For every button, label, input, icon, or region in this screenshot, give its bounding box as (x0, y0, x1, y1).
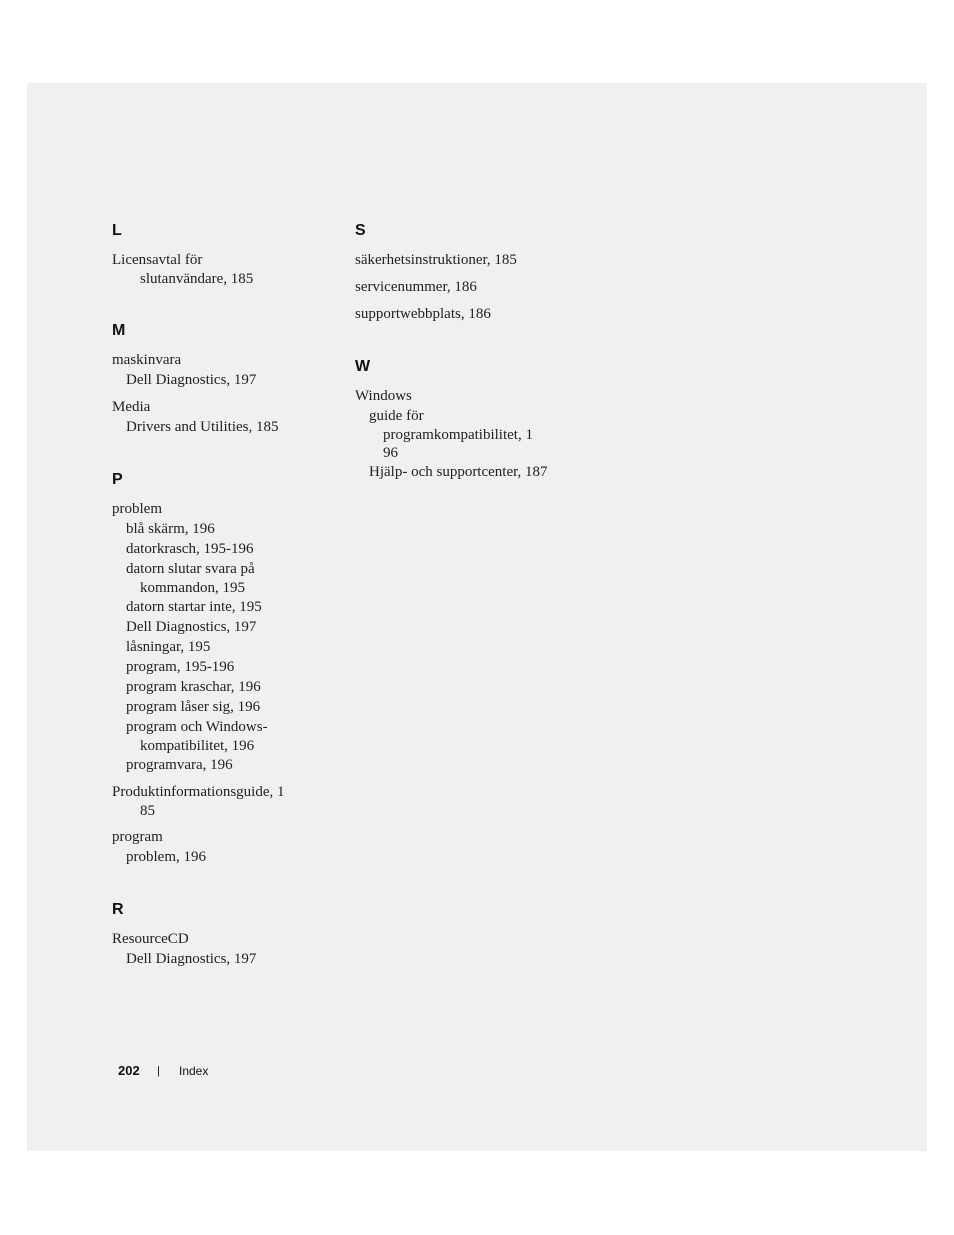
index-term: problem (112, 501, 162, 517)
section-letter: W (355, 358, 371, 375)
index-entry (112, 250, 342, 288)
index-subterm: Drivers and Utilities, 185 (126, 419, 279, 435)
index-term: Windows (355, 388, 412, 404)
index-section-s (355, 221, 585, 324)
index-subterm: datorn startar inte, 195 (126, 599, 262, 615)
index-entry (112, 929, 342, 969)
index-subterm: Dell Diagnostics, 197 (126, 619, 257, 635)
section-letter: P (112, 471, 123, 488)
index-entry (355, 277, 585, 297)
index-subterm: låsningar, 195 (126, 639, 211, 655)
index-subterm: program låser sig, 196 (126, 699, 261, 715)
index-subterm: Dell Diagnostics, 197 (126, 372, 257, 388)
section-letter: M (112, 322, 126, 339)
index-entry (112, 827, 342, 867)
index-subterm: programvara, 196 (126, 757, 233, 773)
index-section-m (112, 321, 342, 437)
index-entry (355, 250, 585, 270)
footer-section-label: Index (179, 1064, 209, 1078)
index-term: säkerhetsinstruktioner, 185 (355, 252, 517, 268)
index-subterm: program och Windows- (126, 719, 268, 735)
index-subterm: datorn slutar svara på (126, 561, 255, 577)
index-column-left (112, 221, 342, 969)
index-term: Licensavtal för (112, 252, 203, 268)
index-subterm-continuation: kommandon, 195 (140, 580, 245, 596)
index-term: program (112, 829, 163, 845)
index-subterm: blå skärm, 196 (126, 521, 215, 537)
index-term: Media (112, 399, 151, 415)
index-entry (112, 782, 342, 820)
index-subterm: Hjälp- och supportcenter, 187 (369, 464, 548, 480)
index-entry (355, 304, 585, 324)
index-section-p (112, 470, 342, 867)
index-section-l (112, 221, 342, 288)
index-subterm: Dell Diagnostics, 197 (126, 951, 257, 967)
index-subterm-continuation: kompatibilitet, 196 (140, 738, 255, 754)
index-column-right (355, 221, 585, 482)
index-term: ResourceCD (112, 931, 189, 947)
footer-separator: | (157, 1065, 160, 1077)
index-subsubterm-continuation: 96 (383, 445, 398, 461)
index-section-w (355, 357, 585, 482)
index-entry (355, 386, 585, 482)
index-section-r (112, 900, 342, 969)
index-entry (112, 350, 342, 390)
section-letter: R (112, 901, 124, 918)
index-term: Produktinformationsguide, 1 (112, 784, 285, 800)
section-letter: S (355, 222, 366, 239)
index-entry (112, 397, 342, 437)
index-term: supportwebbplats, 186 (355, 306, 491, 322)
index-entry (112, 499, 342, 775)
index-subterm: datorkrasch, 195-196 (126, 541, 254, 557)
index-subsubterm: programkompatibilitet, 1 (383, 427, 533, 443)
index-term-continuation: 85 (140, 803, 155, 819)
index-term: maskinvara (112, 352, 182, 368)
index-subterm: guide för (369, 408, 424, 424)
index-subterm: program, 195-196 (126, 659, 235, 675)
index-page (27, 83, 927, 1151)
index-subterm: problem, 196 (126, 849, 206, 865)
index-term-continuation: slutanvändare, 185 (140, 271, 254, 287)
index-subterm: program kraschar, 196 (126, 679, 261, 695)
index-term: servicenummer, 186 (355, 279, 477, 295)
page-number: 202 (118, 1063, 140, 1078)
section-letter: L (112, 222, 122, 239)
